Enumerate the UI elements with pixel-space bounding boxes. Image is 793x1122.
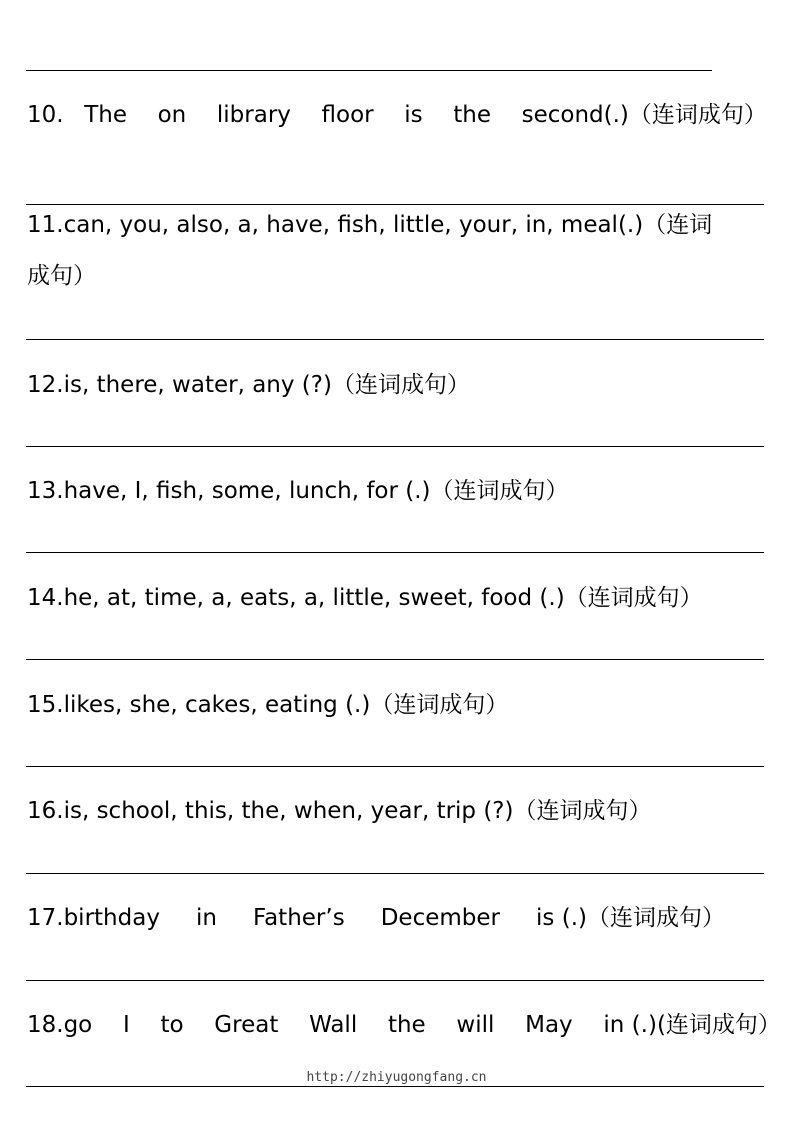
answer-line-q11 <box>26 339 764 340</box>
answer-line-q15 <box>26 766 764 767</box>
instruction: （连词成句） <box>586 905 725 931</box>
answer-line-q16 <box>26 873 764 874</box>
word: in <box>603 1012 625 1038</box>
word: Wall <box>309 1012 358 1038</box>
question-15: 15.likes, she, cakes, eating (.)（连词成句） <box>27 692 509 718</box>
word: December <box>380 905 500 931</box>
word: is <box>404 102 423 128</box>
question-17 <box>27 905 725 931</box>
punctuation: (.) <box>561 905 587 931</box>
word: go <box>63 1012 93 1038</box>
word: to <box>160 1012 184 1038</box>
question-13: 13.have, I, fish, some, lunch, for (.)（连词成句） <box>27 478 569 504</box>
question-number: 18. <box>27 1012 64 1038</box>
word: second <box>521 102 604 128</box>
question-11-line1: 11.can, you, also, a, have, fish, little, your, in, meal(.)（连词 <box>27 212 713 238</box>
question-12: 12.is, there, water, any (?)（连词成句） <box>27 372 470 398</box>
word: The <box>84 102 127 128</box>
word: library <box>216 102 291 128</box>
question-10 <box>27 102 767 128</box>
answer-line-q14 <box>26 659 764 660</box>
punctuation: (.) <box>631 1012 657 1038</box>
word: on <box>157 102 187 128</box>
word: Father’s <box>252 905 345 931</box>
word: birthday <box>63 905 160 931</box>
word: floor <box>321 102 374 128</box>
answer-line-q17 <box>26 980 764 981</box>
punctuation: (.) <box>603 102 629 128</box>
question-number: 10. <box>27 102 64 128</box>
instruction: （连词成句） <box>628 102 767 128</box>
question-number-word <box>27 905 160 931</box>
word: is <box>536 905 555 931</box>
question-18 <box>27 1012 781 1038</box>
word: the <box>387 1012 426 1038</box>
word-with-punct <box>522 102 767 128</box>
word-with-punct <box>536 905 725 931</box>
answer-line-top <box>26 70 712 71</box>
answer-line-q12 <box>26 446 764 447</box>
question-number: 17. <box>27 905 64 931</box>
instruction: (连词成句） <box>656 1012 781 1038</box>
answer-line-q13 <box>26 552 764 553</box>
word: will <box>456 1012 495 1038</box>
footer-url: http://zhiyugongfang.cn <box>306 1070 487 1085</box>
word: I <box>122 1012 130 1038</box>
word: May <box>525 1012 573 1038</box>
question-11-line2: 成句） <box>27 263 96 289</box>
question-16: 16.is, school, this, the, when, year, trip (?)（连词成句） <box>27 798 652 824</box>
answer-line-q18 <box>26 1086 764 1087</box>
word: Great <box>214 1012 279 1038</box>
question-number-word <box>27 1012 92 1038</box>
question-11 <box>27 200 767 302</box>
word: in <box>195 905 217 931</box>
question-14: 14.he, at, time, a, eats, a, little, sweet, food (.)（连词成句） <box>27 585 703 611</box>
word: the <box>453 102 491 128</box>
word-with-punct <box>603 1012 781 1038</box>
